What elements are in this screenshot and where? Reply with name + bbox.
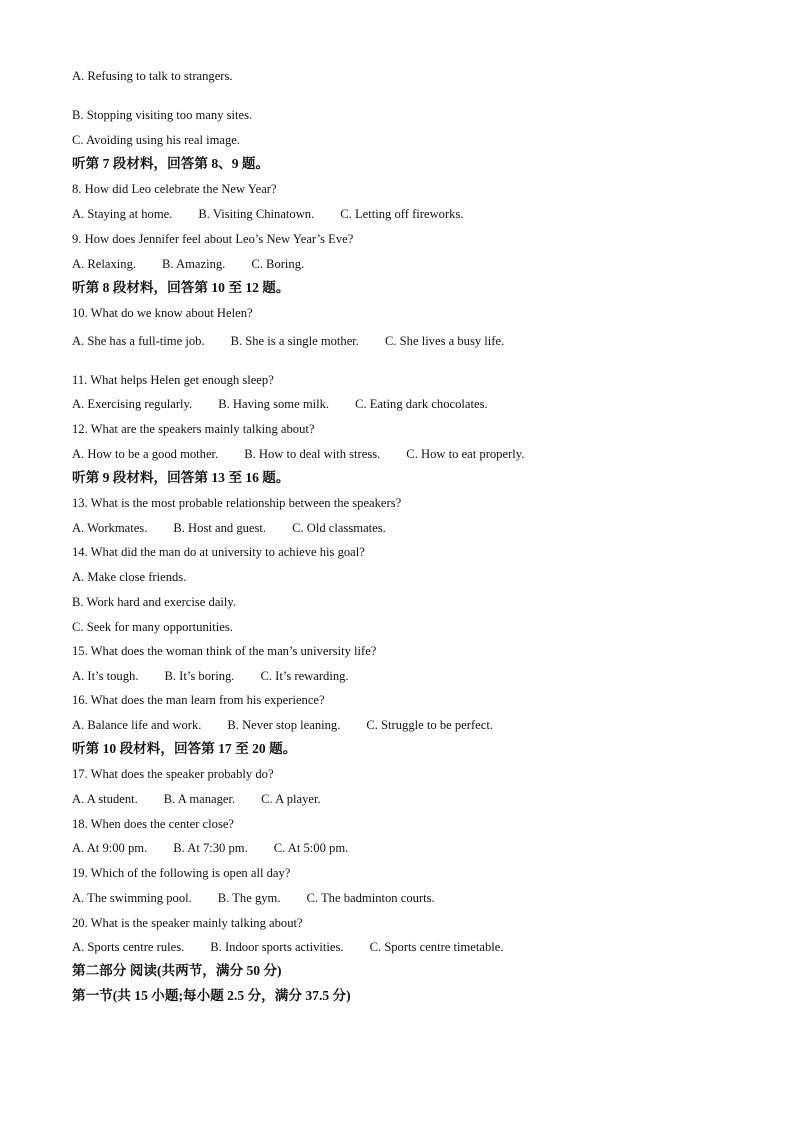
option: A. The swimming pool. — [72, 891, 192, 905]
section-heading: 听第 9 段材料，回答第 13 至 16 题。 — [72, 470, 290, 485]
option: A. Refusing to talk to strangers. — [72, 69, 233, 83]
option-row — [72, 939, 504, 955]
option-row — [72, 520, 386, 536]
question: 12. What are the speakers mainly talking about? — [72, 422, 315, 436]
option-row — [72, 396, 488, 412]
option: B. A manager. — [163, 792, 236, 806]
option: A. Balance life and work. — [72, 718, 202, 732]
option: C. The badminton courts. — [306, 891, 435, 905]
option: B. Indoor sports activities. — [210, 940, 344, 954]
option-row — [72, 68, 233, 84]
option-row — [72, 256, 304, 272]
option: A. Staying at home. — [72, 207, 173, 221]
option: C. Boring. — [251, 257, 305, 271]
option-row — [72, 569, 186, 585]
section-heading: 听第 8 段材料，回答第 10 至 12 题。 — [72, 280, 290, 295]
option-row — [72, 668, 349, 684]
option: A. Workmates. — [72, 521, 148, 535]
option: A. At 9:00 pm. — [72, 841, 148, 855]
question: 14. What did the man do at university to achieve his goal? — [72, 545, 365, 559]
question: 16. What does the man learn from his experience? — [72, 693, 325, 707]
option: A. Relaxing. — [72, 257, 137, 271]
option: B. She is a single mother. — [230, 334, 359, 348]
option: A. A student. — [72, 792, 138, 806]
option: B. At 7:30 pm. — [173, 841, 248, 855]
option: C. How to eat properly. — [406, 447, 525, 461]
question: 8. How did Leo celebrate the New Year? — [72, 182, 277, 196]
option: C. Avoiding using his real image. — [72, 133, 241, 147]
option: C. At 5:00 pm. — [273, 841, 349, 855]
option: B. Host and guest. — [173, 521, 267, 535]
question: 17. What does the speaker probably do? — [72, 767, 274, 781]
option: C. Seek for many opportunities. — [72, 620, 233, 634]
section-heading: 第二部分 阅读(共两节，满分 50 分) — [72, 963, 282, 978]
option: C. It’s rewarding. — [260, 669, 349, 683]
option: B. How to deal with stress. — [244, 447, 381, 461]
section-heading: 听第 10 段材料，回答第 17 至 20 题。 — [72, 741, 297, 756]
option-row — [72, 594, 236, 610]
option: B. Visiting Chinatown. — [198, 207, 315, 221]
question: 18. When does the center close? — [72, 817, 235, 831]
question: 11. What helps Helen get enough sleep? — [72, 373, 274, 387]
option-row — [72, 206, 464, 222]
option: B. Amazing. — [162, 257, 226, 271]
option: C. Letting off fireworks. — [340, 207, 464, 221]
option: B. It’s boring. — [164, 669, 235, 683]
section-heading: 听第 7 段材料，回答第 8、9 题。 — [72, 156, 270, 171]
option-row — [72, 446, 524, 462]
section-heading: 第一节(共 15 小题;每小题 2.5 分，满分 37.5 分) — [72, 988, 351, 1003]
option: C. She lives a busy life. — [384, 334, 505, 348]
option: C. Eating dark chocolates. — [355, 397, 488, 411]
question: 19. Which of the following is open all day? — [72, 866, 291, 880]
question: 10. What do we know about Helen? — [72, 306, 253, 320]
option: A. Make close friends. — [72, 570, 187, 584]
option: B. Having some milk. — [218, 397, 330, 411]
option: C. A player. — [261, 792, 321, 806]
option: B. Stopping visiting too many sites. — [72, 108, 253, 122]
option-row — [72, 333, 504, 349]
option-row — [72, 619, 233, 635]
question: 15. What does the woman think of the man’s university life? — [72, 644, 377, 658]
option: C. Old classmates. — [292, 521, 386, 535]
option-row — [72, 717, 493, 733]
question: 20. What is the speaker mainly talking about? — [72, 916, 303, 930]
option-row — [72, 107, 252, 123]
option: A. It’s tough. — [72, 669, 139, 683]
option-row — [72, 132, 240, 148]
option-row — [72, 791, 321, 807]
question: 13. What is the most probable relationship between the speakers? — [72, 496, 402, 510]
option: C. Sports centre timetable. — [369, 940, 504, 954]
option: B. Never stop leaning. — [227, 718, 341, 732]
option-row — [72, 840, 348, 856]
option: A. Exercising regularly. — [72, 397, 193, 411]
option: B. Work hard and exercise daily. — [72, 595, 237, 609]
question: 9. How does Jennifer feel about Leo’s New Year’s Eve? — [72, 232, 354, 246]
option: A. She has a full-time job. — [72, 334, 205, 348]
option-row — [72, 890, 435, 906]
option: B. The gym. — [217, 891, 281, 905]
option: A. How to be a good mother. — [72, 447, 219, 461]
option: A. Sports centre rules. — [72, 940, 185, 954]
option: C. Struggle to be perfect. — [366, 718, 493, 732]
